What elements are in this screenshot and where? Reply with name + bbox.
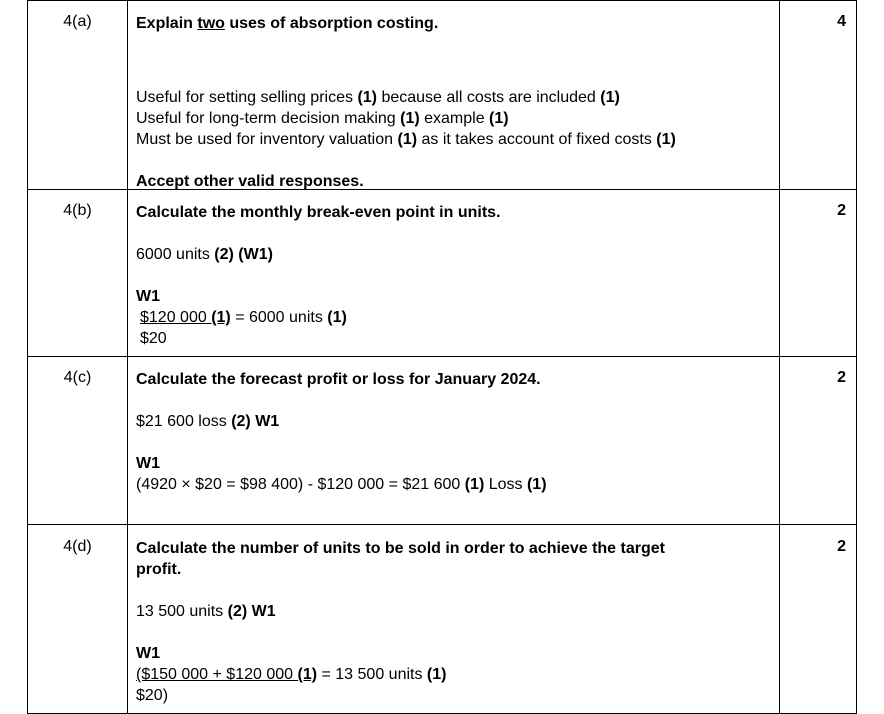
answer-line [136,108,772,129]
column-divider-1 [127,0,128,714]
fraction-numerator [136,666,317,683]
marks-value: 2 [837,369,846,386]
row-divider-2 [27,356,857,357]
marks-value: 2 [837,538,846,555]
marks-cell [780,369,854,387]
question-number: 4(a) [63,13,92,30]
answer-cell-4c [136,369,772,495]
working-label: W1 [136,288,160,305]
fraction-numerator [136,309,231,326]
question-part: uses of absorption costing. [224,15,439,32]
mark-allocation: (2) W1 [231,413,280,430]
working-result: = 13 500 units [317,666,427,683]
working-text: (4920 × $20 = $98 400) - $120 000 = $21 600 [136,476,465,493]
answer-line [136,601,772,622]
numerator-text: $120 000 [140,309,212,326]
marks-cell [780,538,854,556]
answer-text: Useful for long-term decision making [136,110,401,127]
table-border-left [27,0,28,714]
row-divider-3 [27,524,857,525]
mark-allocation: (1) [397,131,418,148]
question-text [136,13,772,34]
answer-text: example [419,110,490,127]
working-line [136,474,772,495]
answer-text: because all costs are included [377,89,601,106]
working-result: = 6000 units [230,309,328,326]
working-numerator-line [136,307,772,328]
working-numerator-line [136,664,772,685]
marks-value: 2 [837,202,846,219]
mark-allocation: (1) [327,309,347,326]
question-text-line-1: Calculate the number of units to be sold in order to achieve the target [136,540,665,557]
mark-allocation: (1) [426,666,447,683]
answer-cell-4b [136,202,772,349]
answer-line [136,244,772,265]
mark-allocation: (1) [600,89,620,106]
question-emphasis: two [197,15,225,32]
column-divider-2 [779,0,780,714]
question-number: 4(d) [63,538,92,555]
mark-allocation: (1) [400,110,420,127]
working-text: Loss [484,476,527,493]
answer-text: Must be used for inventory valuation [136,131,398,148]
answer-text: $21 600 loss [136,413,232,430]
table-border-right [856,0,857,714]
question-number: 4(c) [63,369,92,386]
marks-cell [780,202,854,220]
working-label: W1 [136,645,160,662]
question-text: Calculate the monthly break-even point in units. [136,204,501,221]
mark-allocation: (1) [464,476,485,493]
mark-allocation: (1) [297,666,318,683]
mark-allocation: (1) [489,110,509,127]
answer-text: Useful for setting selling prices [136,89,358,106]
answer-line [136,411,772,432]
examiner-note: Accept other valid responses. [136,173,364,190]
mark-allocation: (1) [357,89,377,106]
answer-text: 13 500 units [136,603,228,620]
answer-text: 6000 units [136,246,215,263]
answer-cell-4d [136,538,772,706]
row-divider-top [27,0,857,1]
marks-cell [780,13,854,31]
answer-text: as it takes account of fixed costs [417,131,657,148]
numerator-text: ($150 000 + $120 000 [136,666,298,683]
mark-allocation: (2) (W1) [214,246,273,263]
question-text-line-2: profit. [136,561,182,578]
question-number: 4(b) [63,202,92,219]
mark-allocation: (2) W1 [227,603,276,620]
working-label: W1 [136,455,160,472]
fraction-denominator: $20) [136,687,169,704]
answer-line [136,87,772,108]
question-part: Explain [136,15,198,32]
mark-allocation: (1) [526,476,547,493]
question-text: Calculate the forecast profit or loss for January 2024. [136,371,541,388]
answer-cell-4a [136,13,772,192]
mark-allocation: (1) [211,309,231,326]
fraction-denominator: $20 [140,330,167,347]
mark-allocation: (1) [656,131,676,148]
answer-line [136,129,772,150]
marks-value: 4 [837,13,846,30]
